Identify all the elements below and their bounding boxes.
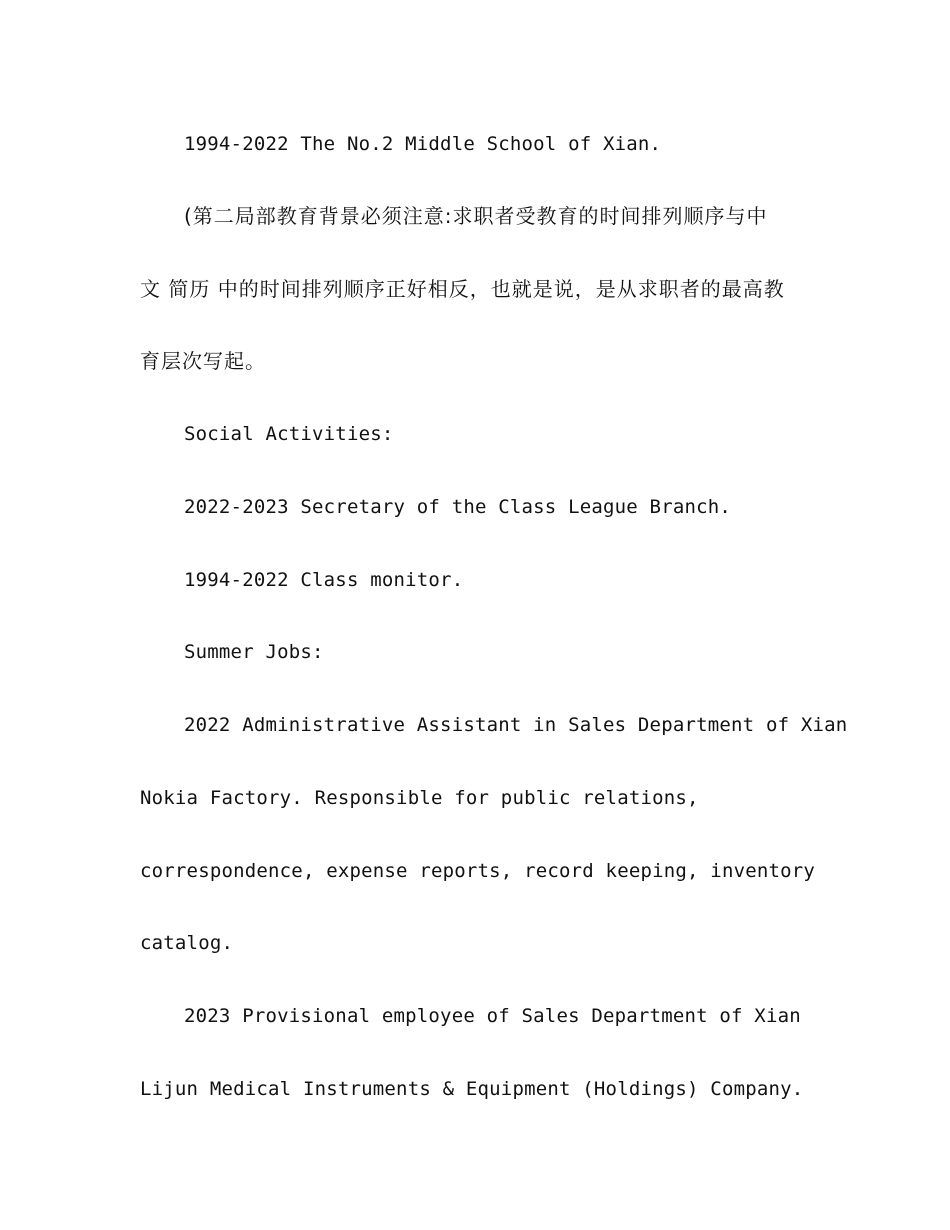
education-line-middle-school: 1994-2022 The No.2 Middle School of Xian. <box>184 133 662 155</box>
summer-jobs-heading: Summer Jobs: <box>184 641 324 663</box>
social-activities-heading: Social Activities: <box>184 423 394 445</box>
summer-job-2023-line-1: 2023 Provisional employee of Sales Department of Xian <box>184 1005 801 1027</box>
summer-job-2022-line-3: correspondence, expense reports, record keeping, inventory <box>140 860 816 882</box>
summer-job-2022-line-4: catalog. <box>140 932 234 954</box>
summer-job-2022-line-1: 2022 Administrative Assistant in Sales Department of Xian <box>184 714 848 736</box>
social-activity-monitor: 1994-2022 Class monitor. <box>184 569 464 591</box>
education-note-line-1: (第二局部教育背景必须注意:求职者受教育的时间排列顺序与中 <box>184 204 768 228</box>
summer-job-2023-line-2: Lijun Medical Instruments & Equipment (Holdings) Company. <box>140 1078 804 1100</box>
education-note-line-2: 文 简历 中的时间排列顺序正好相反，也就是说，是从求职者的最高教 <box>140 277 785 301</box>
education-note-line-3: 育层次写起。 <box>140 349 266 373</box>
summer-job-2022-line-2: Nokia Factory. Responsible for public relations, <box>140 787 699 809</box>
social-activity-secretary: 2022-2023 Secretary of the Class League Branch. <box>184 496 732 518</box>
